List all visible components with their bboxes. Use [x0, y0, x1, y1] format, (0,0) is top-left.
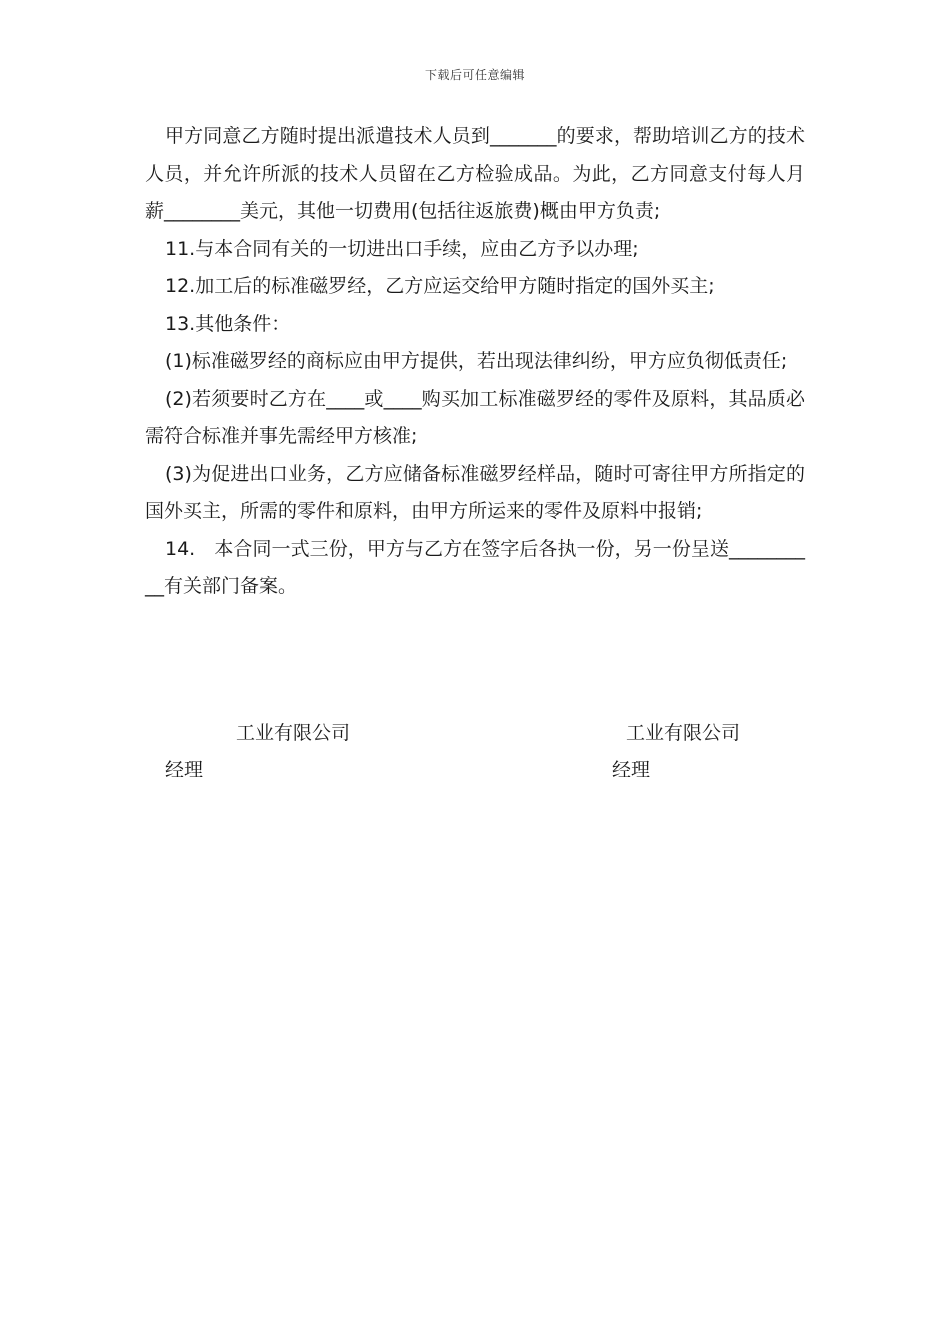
party-b-company: 工业有限公司 — [626, 722, 741, 744]
clause-13: 13.其他条件： — [165, 312, 291, 335]
clause-13-item-2: (2)若须要时乙方在____或____购买加工标准磁罗经的零件及原料，其品质必需符合标准并事先需经甲方核准; — [145, 387, 805, 447]
clause-14: 14. 本合同一式三份，甲方与乙方在签字后各执一份，另一份呈送__________有关部门备案。 — [145, 537, 805, 597]
signature-manager-row — [0, 752, 950, 789]
clause-11: 11.与本合同有关的一切进出口手续，应由乙方予以办理; — [165, 237, 639, 260]
party-b-manager: 经理 — [612, 759, 651, 781]
clause-13-item-1: (1)标准磁罗经的商标应由甲方提供，若出现法律纠纷，甲方应负彻低责任; — [165, 350, 788, 372]
page-header-note: 下载后可任意编辑 — [424, 68, 525, 82]
document-body — [145, 118, 805, 606]
party-a-manager: 经理 — [165, 759, 204, 781]
paragraph-technical-staff: 甲方同意乙方随时提出派遣技术人员到_______的要求，帮助培训乙方的技术人员，并允许所派的技术人员留在乙方检验成品。为此，乙方同意支付每人月薪________美元，其他一切费用(包括往返旅费)概由甲方负责; — [145, 125, 805, 222]
clause-13-item-3: (3)为促进出口业务，乙方应储备标准磁罗经样品，随时可寄往甲方所指定的国外买主，所需的零件和原料，由甲方所运来的零件及原料中报销; — [145, 462, 805, 522]
clause-12: 12.加工后的标准磁罗经，乙方应运交给甲方随时指定的国外买主; — [165, 275, 715, 297]
party-a-company: 工业有限公司 — [236, 722, 351, 744]
signature-company-row — [0, 715, 950, 752]
